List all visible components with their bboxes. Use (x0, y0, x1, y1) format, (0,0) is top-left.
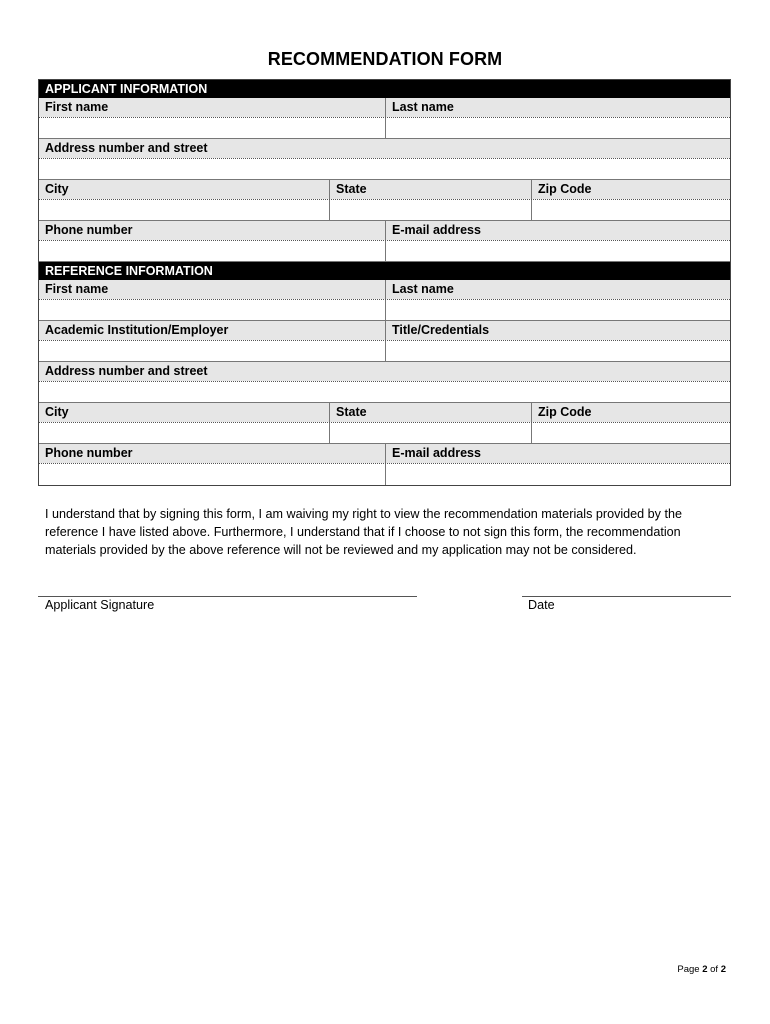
applicant-city-field[interactable] (39, 200, 329, 220)
page-word: Page (677, 964, 700, 975)
label-row (39, 321, 730, 340)
applicant-state-label: State (329, 180, 531, 199)
label-row (39, 98, 730, 117)
page-footer (0, 964, 726, 975)
applicant-first-name-field[interactable] (39, 118, 385, 138)
applicant-city-label: City (45, 182, 69, 196)
reference-first-name-label: First name (45, 282, 109, 296)
label-row (39, 362, 730, 381)
reference-address-label: Address number and street (45, 364, 208, 378)
reference-email-field[interactable] (385, 464, 730, 485)
input-row (39, 199, 730, 221)
input-row (39, 422, 730, 444)
total-pages: 2 (720, 964, 726, 975)
label-row (39, 180, 730, 199)
form-table (38, 79, 731, 486)
input-row (39, 240, 730, 262)
applicant-address-field[interactable] (39, 159, 730, 179)
reference-city-field[interactable] (39, 423, 329, 443)
applicant-state-field[interactable] (329, 200, 531, 220)
date-label: Date (528, 598, 555, 612)
applicant-email-label: E-mail address (385, 221, 730, 240)
of-word: of (710, 964, 719, 975)
reference-city-label: City (45, 405, 69, 419)
applicant-email-field[interactable] (385, 241, 730, 261)
applicant-signature-line[interactable] (38, 596, 417, 597)
input-row (39, 463, 730, 485)
reference-first-name-field[interactable] (39, 300, 385, 320)
applicant-first-name-label: First name (45, 100, 109, 114)
applicant-last-name-field[interactable] (385, 118, 730, 138)
reference-state-label: State (329, 403, 531, 422)
form-title: RECOMMENDATION FORM (267, 49, 503, 69)
label-row (39, 444, 730, 463)
applicant-phone-label: Phone number (45, 223, 133, 237)
reference-title-credentials-field[interactable] (385, 341, 730, 361)
reference-last-name-field[interactable] (385, 300, 730, 320)
input-row (39, 299, 730, 321)
reference-email-label: E-mail address (385, 444, 730, 463)
reference-last-name-label: Last name (385, 280, 730, 299)
reference-institution-label: Academic Institution/Employer (45, 323, 229, 337)
reference-phone-field[interactable] (39, 464, 385, 485)
applicant-zip-field[interactable] (531, 200, 730, 220)
waiver-statement: I understand that by signing this form, I am waiving my right to view the recommendation materials provided by the reference I have listed above. Furthermore, I understand that if I choose to not sign this form, the recommendation materials provided by the above reference will not be reviewed and my application may not be considered. (45, 507, 682, 557)
input-row (39, 117, 730, 139)
label-row (39, 403, 730, 422)
applicant-phone-field[interactable] (39, 241, 385, 261)
label-row (39, 139, 730, 158)
reference-address-field[interactable] (39, 382, 730, 402)
input-row (39, 381, 730, 403)
reference-phone-label: Phone number (45, 446, 133, 460)
label-row (39, 221, 730, 240)
applicant-section-header: APPLICANT INFORMATION (39, 80, 730, 98)
label-row (39, 280, 730, 299)
input-row (39, 158, 730, 180)
input-row (39, 340, 730, 362)
reference-title-credentials-label: Title/Credentials (385, 321, 730, 340)
current-page: 2 (702, 964, 708, 975)
reference-section-header: REFERENCE INFORMATION (39, 262, 730, 280)
applicant-address-label: Address number and street (45, 141, 208, 155)
reference-state-field[interactable] (329, 423, 531, 443)
applicant-last-name-label: Last name (385, 98, 730, 117)
date-line[interactable] (522, 596, 731, 597)
applicant-signature-label: Applicant Signature (45, 598, 155, 612)
reference-zip-label: Zip Code (531, 403, 730, 422)
reference-institution-field[interactable] (39, 341, 385, 361)
applicant-zip-label: Zip Code (531, 180, 730, 199)
reference-zip-field[interactable] (531, 423, 730, 443)
